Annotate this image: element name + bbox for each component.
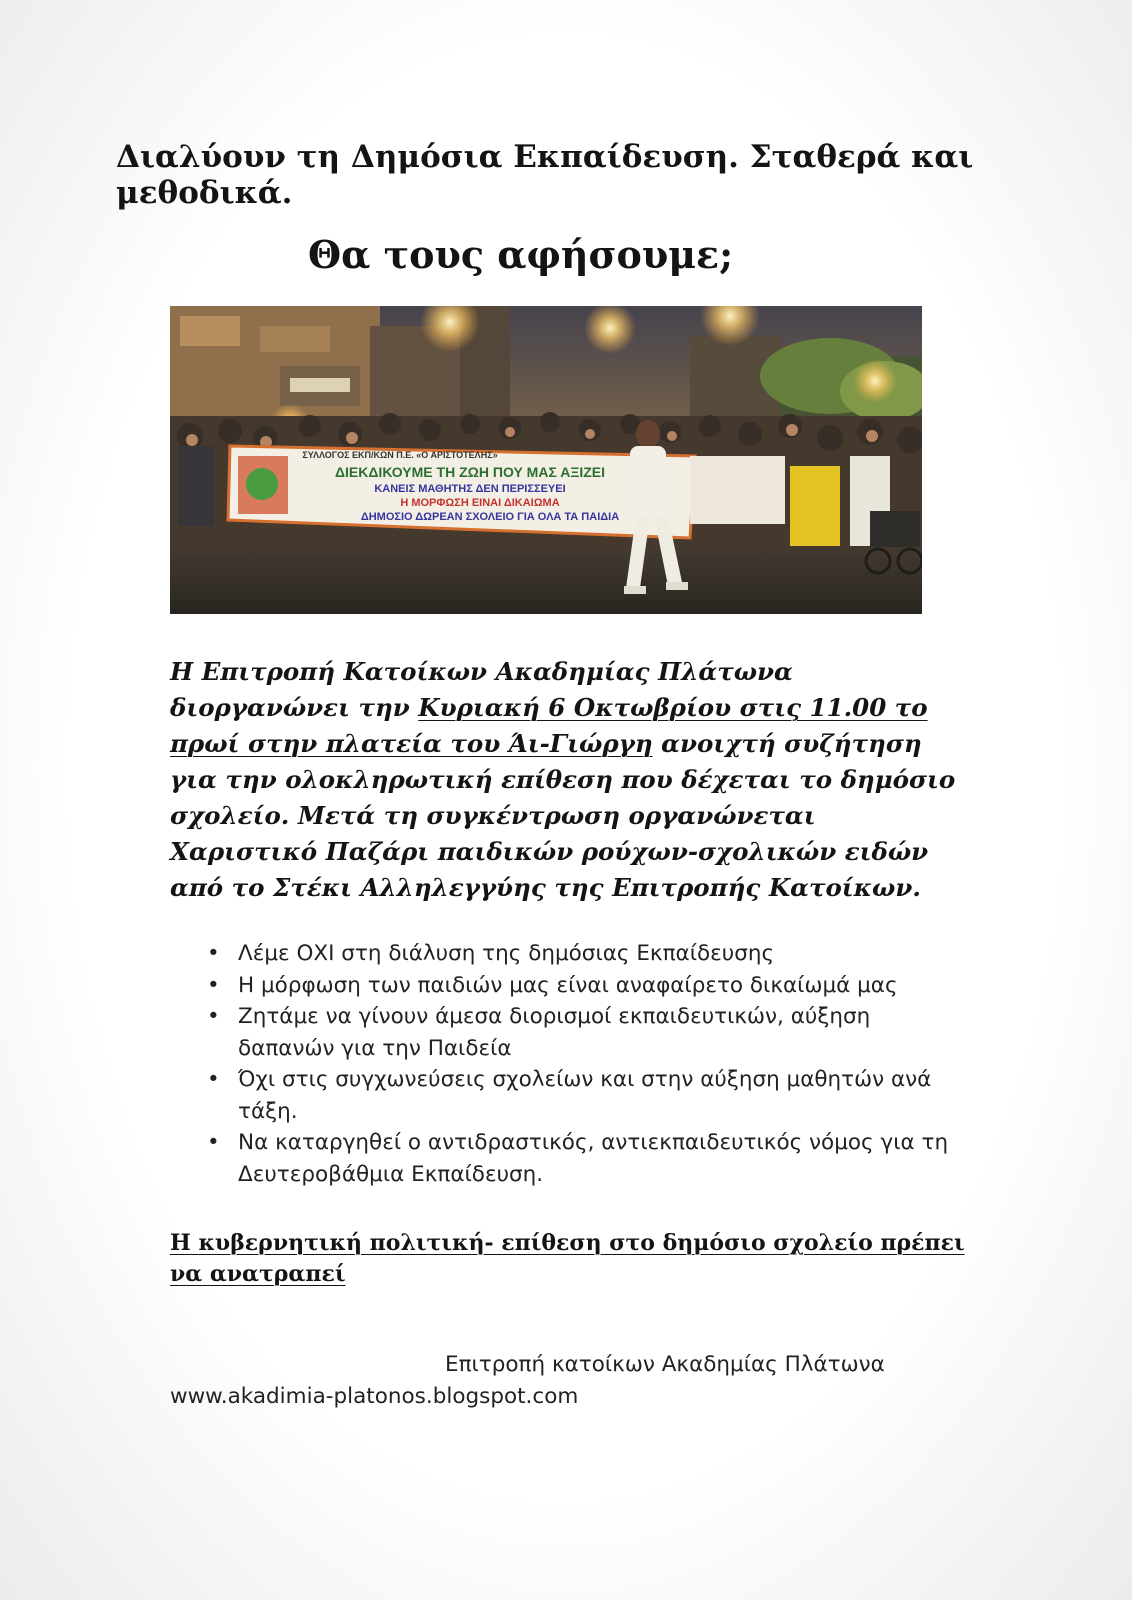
list-item [207,1127,967,1190]
list-item [207,938,967,970]
event-announcement [170,654,970,906]
bullet-icon: • [207,941,220,966]
list-item-text: Λέμε ΟΧΙ στη διάλυση της δημόσιας Εκπαίδευσης [238,941,775,966]
event-date-location: Κυριακή 6 Οκτωβρίου στις 11.00 το πρωί στην πλατεία του Άι-Γιώργη [170,693,928,758]
closing-statement: Η κυβερνητική πολιτική- επίθεση στο δημόσιο σχολείο πρέπει να ανατραπεί [170,1230,965,1287]
banner-line-1: ΣΥΛΛΟΓΟΣ ΕΚΠ/ΚΩΝ Π.Ε. «Ο ΑΡΙΣΤΟΤΕΛΗΣ» [302,450,498,460]
banner-line-5: ΔΗΜΟΣΙΟ ΔΩΡΕΑΝ ΣΧΟΛΕΙΟ ΓΙΑ ΟΛΑ ΤΑ ΠΑΙΔΙΑ [360,511,620,523]
list-item-text: Η μόρφωση των παιδιών μας είναι αναφαίρετο δικαίωμά μας [238,972,898,998]
bullet-icon: • [207,972,220,998]
protest-march-photo-icon [170,306,922,614]
protest-photo [170,306,922,614]
headline: Διαλύουν τη Δημόσια Εκπαίδευση. Σταθερά και μεθοδικά. [116,139,974,211]
banner-line-3: ΚΑΝΕΙΣ ΜΑΘΗΤΗΣ ΔΕΝ ΠΕΡΙΣΣΕΥΕΙ [374,483,566,495]
list-item-text: Όχι στις συγχωνεύσεις σχολείων και στην αύξηση μαθητών ανά τάξη. [238,1067,932,1124]
banner-line-4: Η ΜΟΡΦΩΣΗ ΕΙΝΑΙ ΔΙΚΑΙΩΜΑ [400,497,560,509]
list-item [207,1001,967,1064]
announcement-text-start: Η Επιτροπή Κατοίκων Ακαδημίας Πλάτωνα διοργανώνει την [170,657,793,722]
demands-list [207,938,967,1190]
bullet-icon: • [207,1067,220,1092]
list-item [207,1064,967,1127]
bullet-icon: • [207,1004,220,1029]
banner-line-2: ΔΙΕΚΔΙΚΟΥΜΕ ΤΗ ΖΩΗ ΠΟΥ ΜΑΣ ΑΞΙΖΕΙ [334,464,606,480]
list-item-text: Ζητάμε να γίνουν άμεσα διορισμοί εκπαιδευτικών, αύξηση δαπανών για την Παιδεία [238,1004,871,1061]
list-item [207,970,967,1002]
announcement-text-end: ανοιχτή συζήτηση για την ολοκληρωτική επίθεση που δέχεται το δημόσιο σχολείο. Μετά τη συγκέντρωση οργανώνεται Χαριστικό Παζάρι παιδικών ρούχων-σχολικών ειδών από το Στέκι Αλληλεγγύης της Επιτροπής Κατοίκων. [170,729,956,902]
list-item-text: Να καταργηθεί ο αντιδραστικός, αντιεκπαιδευτικός νόμος για τη Δευτεροβάθμια Εκπαίδευση. [238,1130,949,1187]
bullet-icon: • [207,1130,220,1155]
signature: Επιτροπή κατοίκων Ακαδημίας Πλάτωνα [445,1352,885,1377]
subheadline: Θα τους αφήσουμε; [308,232,734,277]
website-url: www.akadimia-platonos.blogspot.com [170,1384,579,1409]
